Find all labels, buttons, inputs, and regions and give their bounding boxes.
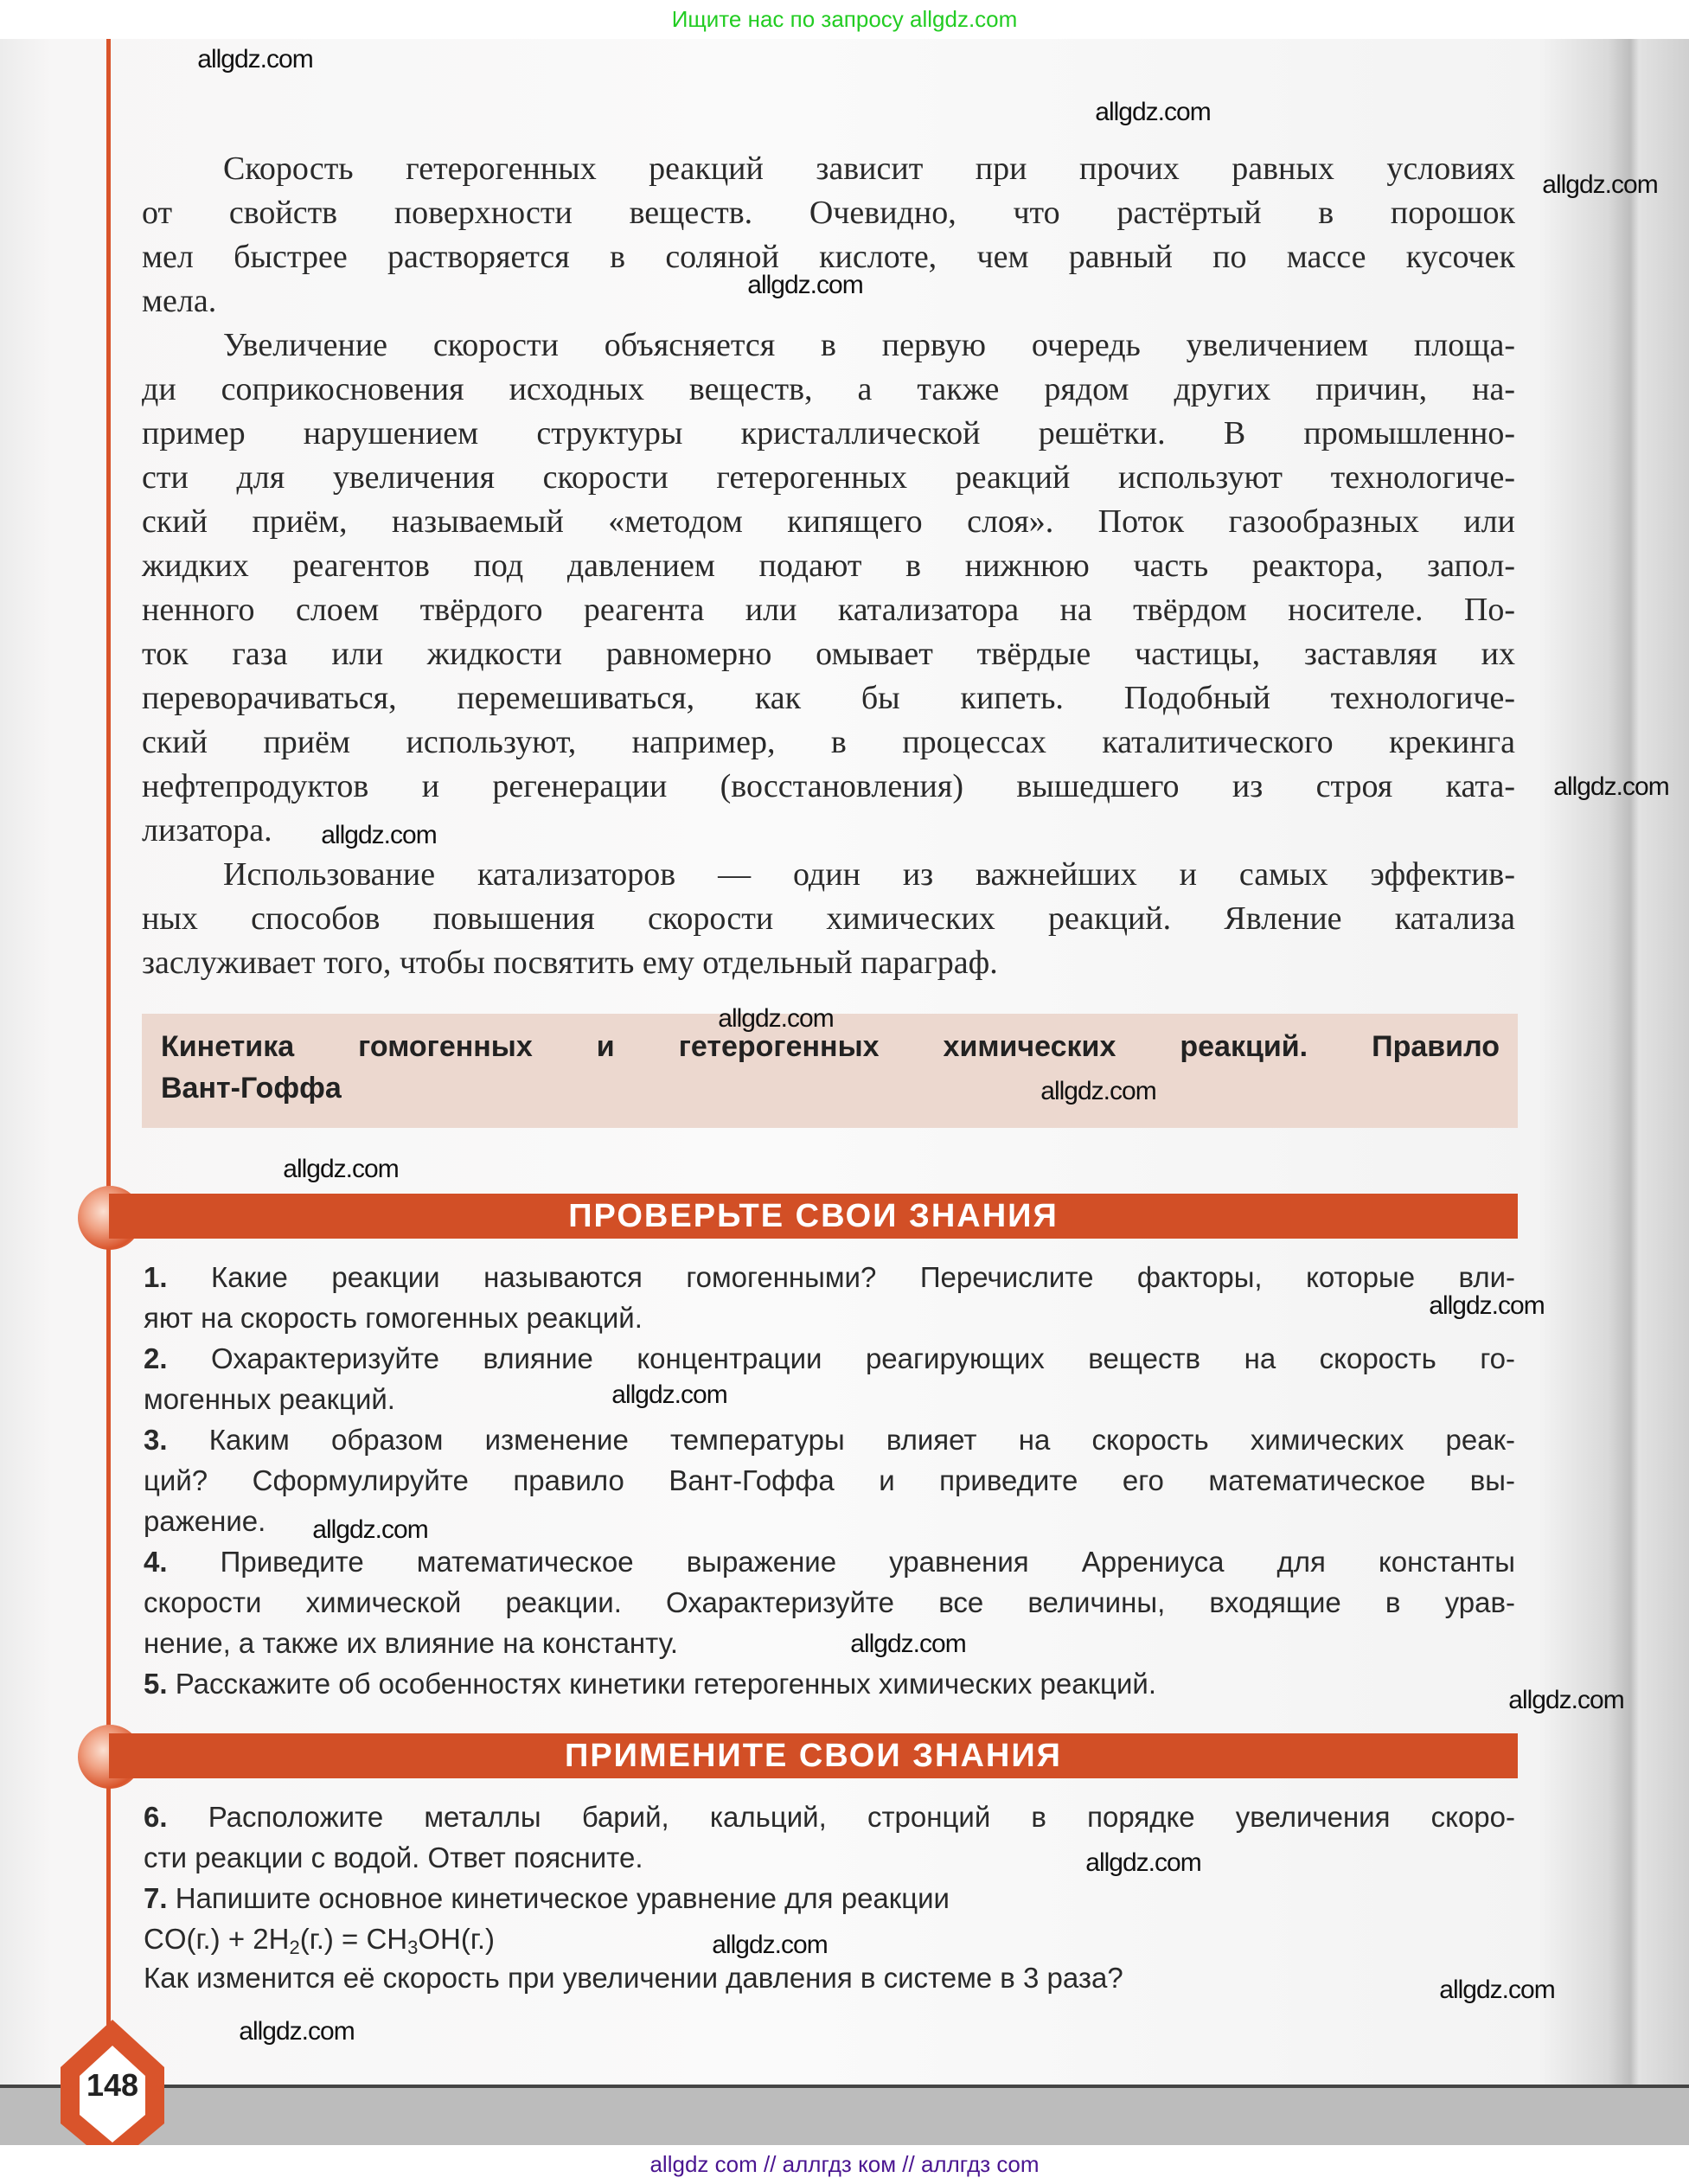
keywords-line: Кинетика гомогенных и гетерогенных химических реакций. Правило xyxy=(161,1030,1500,1063)
page-number: 148 xyxy=(86,2067,139,2103)
paragraph-line: мела. xyxy=(142,283,217,319)
question-line xyxy=(144,1663,1515,1704)
question-text: Напишите основное кинетическое уравнение для реакции xyxy=(175,1882,950,1914)
paragraph-line: от свойств поверхности веществ. Очевидно, что растёртый в порошок xyxy=(142,195,1515,231)
question-line: сти реакции с водой. Ответ поясните. xyxy=(144,1841,643,1873)
watermark: allgdz.com xyxy=(1553,772,1669,801)
subscript: 3 xyxy=(407,1937,419,1958)
question-number: 6. xyxy=(144,1801,168,1833)
question-number: 4. xyxy=(144,1546,168,1578)
paragraph-line: ненного слоем твёрдого реагента или катализатора на твёрдом носителе. По- xyxy=(142,592,1515,628)
page-bottom-edge xyxy=(0,2085,1689,2149)
question-line xyxy=(144,1797,1515,1837)
paragraph-line: Скорость гетерогенных реакций зависит при прочих равных условиях xyxy=(223,151,1515,187)
paragraph-line: переворачиваться, перемешиваться, как бы кипеть. Подобный технологиче- xyxy=(142,680,1515,716)
watermark: allgdz.com xyxy=(1429,1291,1545,1320)
equation-part: (г.) = CH xyxy=(299,1923,408,1955)
question-text: Охарактеризуйте влияние концентрации реагирующих веществ на скорость го- xyxy=(211,1342,1515,1374)
question-line: яют на скорость гомогенных реакций. xyxy=(144,1302,643,1334)
paragraph-line: жидких реагентов под давлением подают в нижнюю часть реактора, запол- xyxy=(142,548,1515,584)
question-line: ций? Сформулируйте правило Вант-Гоффа и приведите его математическое вы- xyxy=(144,1464,1515,1496)
paragraph-line: нефтепродуктов и регенерации (восстановления) вышедшего из строя ката- xyxy=(142,768,1515,804)
watermark: allgdz.com xyxy=(1095,98,1211,126)
watermark: allgdz.com xyxy=(312,1515,428,1544)
question-line: могенных реакций. xyxy=(144,1383,395,1415)
paragraph-line: заслуживает того, чтобы посвятить ему отдельный параграф. xyxy=(142,945,998,981)
question-text: Расскажите об особенностях кинетики гетерогенных химических реакций. xyxy=(175,1668,1156,1700)
watermark: allgdz.com xyxy=(1542,170,1658,199)
watermark: allgdz.com xyxy=(321,821,437,849)
watermark: allgdz.com xyxy=(1085,1848,1201,1877)
paragraph-line: лизатора. xyxy=(142,812,272,849)
question-line: Как изменится её скорость при увеличении давления в системе в 3 раза? xyxy=(144,1962,1123,1994)
question-number: 1. xyxy=(144,1261,168,1293)
question-number: 3. xyxy=(144,1424,168,1456)
watermark: allgdz.com xyxy=(712,1931,828,1959)
equation xyxy=(144,1918,1515,1959)
watermark: allgdz.com xyxy=(718,1004,834,1033)
paragraph-line: ток газа или жидкости равномерно омывает твёрдые частицы, заставляя их xyxy=(142,636,1515,672)
watermark: allgdz.com xyxy=(747,271,863,299)
watermark: allgdz.com xyxy=(850,1630,966,1658)
question-line xyxy=(144,1338,1515,1379)
paragraph-line: Увеличение скорости объясняется в первую очередь увеличением площа- xyxy=(223,327,1515,363)
question-text: Какие реакции называются гомогенными? Перечислите факторы, которые вли- xyxy=(211,1261,1515,1293)
watermark: allgdz.com xyxy=(1508,1686,1624,1714)
question-number: 2. xyxy=(144,1342,168,1374)
top-banner: Ищите нас по запросу allgdz.com xyxy=(0,0,1689,39)
watermark: allgdz.com xyxy=(197,45,313,74)
question-number: 7. xyxy=(144,1882,168,1914)
paragraph-line: Использование катализаторов — один из важнейших и самых эффектив- xyxy=(223,856,1515,893)
watermark: allgdz.com xyxy=(239,2017,355,2046)
question-line: скорости химической реакции. Охарактеризуйте все величины, входящие в урав- xyxy=(144,1586,1515,1618)
equation-part: CO(г.) + 2H xyxy=(144,1923,290,1955)
question-text: Расположите металлы барий, кальций, стронций в порядке увеличения скоро- xyxy=(208,1801,1516,1833)
question-line: ражение. xyxy=(144,1505,266,1537)
paragraph-line: ных способов повышения скорости химических реакций. Явление катализа xyxy=(142,900,1515,937)
question-line xyxy=(144,1541,1515,1582)
question-text: Каким образом изменение температуры влияет на скорость химических реак- xyxy=(208,1424,1515,1456)
paragraph-line: ский приём используют, например, в процессах каталитического крекинга xyxy=(142,724,1515,760)
bottom-banner: allgdz com // аллгдз ком // аллгдз com xyxy=(0,2145,1689,2184)
paragraph-line: ский приём, называемый «методом кипящего слоя». Поток газообразных или xyxy=(142,503,1515,540)
watermark: allgdz.com xyxy=(611,1380,727,1409)
question-line xyxy=(144,1257,1515,1297)
section-header-check: ПРОВЕРЬТЕ СВОИ ЗНАНИЯ xyxy=(109,1194,1518,1239)
paragraph-line: сти для увеличения скорости гетерогенных реакций используют технологиче- xyxy=(142,459,1515,496)
equation-part: OH(г.) xyxy=(418,1923,496,1955)
watermark: allgdz.com xyxy=(283,1155,399,1183)
question-number: 5. xyxy=(144,1668,168,1700)
keywords-line: Вант-Гоффа xyxy=(161,1072,342,1105)
question-text: Приведите математическое выражение уравнения Аррениуса для константы xyxy=(220,1546,1516,1578)
question-line xyxy=(144,1419,1515,1460)
subscript: 2 xyxy=(289,1937,300,1958)
paragraph-line: ди соприкосновения исходных веществ, а также рядом других причин, на- xyxy=(142,371,1515,407)
watermark: allgdz.com xyxy=(1040,1077,1156,1105)
section-header-apply: ПРИМЕНИТЕ СВОИ ЗНАНИЯ xyxy=(109,1733,1518,1778)
paragraph-line: мел быстрее растворяется в соляной кислоте, чем равный по массе кусочек xyxy=(142,239,1515,275)
watermark: allgdz.com xyxy=(1439,1976,1555,2004)
question-line: нение, а также их влияние на константу. xyxy=(144,1627,678,1659)
paragraph-line: пример нарушением структуры кристаллической решётки. В промышленно- xyxy=(142,415,1515,452)
question-line xyxy=(144,1878,1515,1918)
